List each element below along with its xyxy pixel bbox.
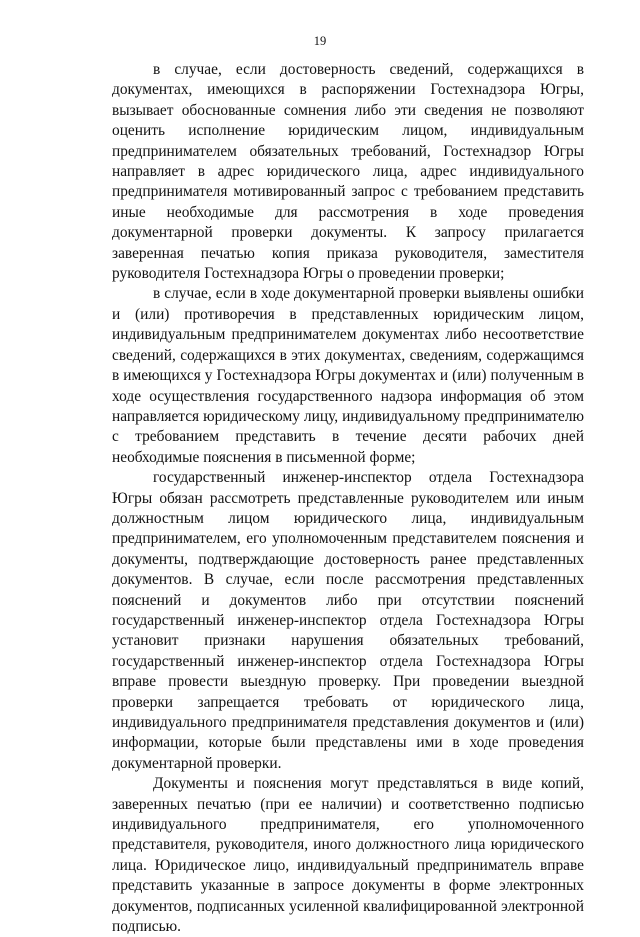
document-body [112,60,584,937]
paragraph-inspector-review: государственный инженер-инспектор отдела Гостехнадзора Югры обязан рассмотреть представленные руководителем или иным должностным лицом юридического лица, индивидуальным предпринимателем, его уполномоченным представителем пояснения и документы, подтверждающие достоверность ранее представленных документов. В случае, если после рассмотрения представленных пояснений и документов либо при отсутствии пояснений государственный инженер-инспектор отдела Гостехнадзора Югры установит признаки нарушения обязательных требований, государственный инженер-инспектор отдела Гостехнадзора Югры вправе провести выездную проверку. При проведении выездной проверки запрещается требовать от юридического лица, индивидуального предпринимателя представления документов и (или) информации, которые были представлены ими в ходе проведения документарной проверки. [112,469,584,772]
paragraph-request-documents: в случае, если достоверность сведений, содержащихся в документах, имеющихся в распоряжении Гостехнадзора Югры, вызывает обоснованные сомнения либо эти сведения не позволяют оценить исполнение юридическим лицом, индивидуальным предпринимателем обязательных требований, Гостехнадзор Югры направляет в адрес юридического лица, адрес индивидуального предпринимателя мотивированный запрос с требованием представить иные необходимые для рассмотрения в ходе проведения документарной проверки документы. К запросу прилагается заверенная печатью копия приказа руководителя, заместителя руководителя Гостехнадзора Югры о проведении проверки; [112,61,584,283]
paragraph-errors-explanations: в случае, если в ходе документарной проверки выявлены ошибки и (или) противоречия в представленных юридическим лицом, индивидуальным предпринимателем документах либо несоответствие сведений, содержащихся в этих документах, сведениям, содержащимся в имеющихся у Гостехнадзора Югры документах и (или) полученным в ходе осуществления государственного надзора информация об этом направляется юридическому лицу, индивидуальному предпринимателю с требованием представить в течение десяти рабочих дней необходимые пояснения в письменной форме; [112,285,584,466]
page-number: 19 [313,34,327,48]
paragraph-document-copies: Документы и пояснения могут представляться в виде копий, заверенных печатью (при ее наличии) и соответственно подписью индивидуального предпринимателя, его уполномоченного представителя, руководителя, иного должностного лица юридического лица. Юридическое лицо, индивидуальный предприниматель вправе представить указанные в запросе документы в форме электронных документов, подписанных усиленной квалифицированной электронной подписью. [112,775,584,936]
